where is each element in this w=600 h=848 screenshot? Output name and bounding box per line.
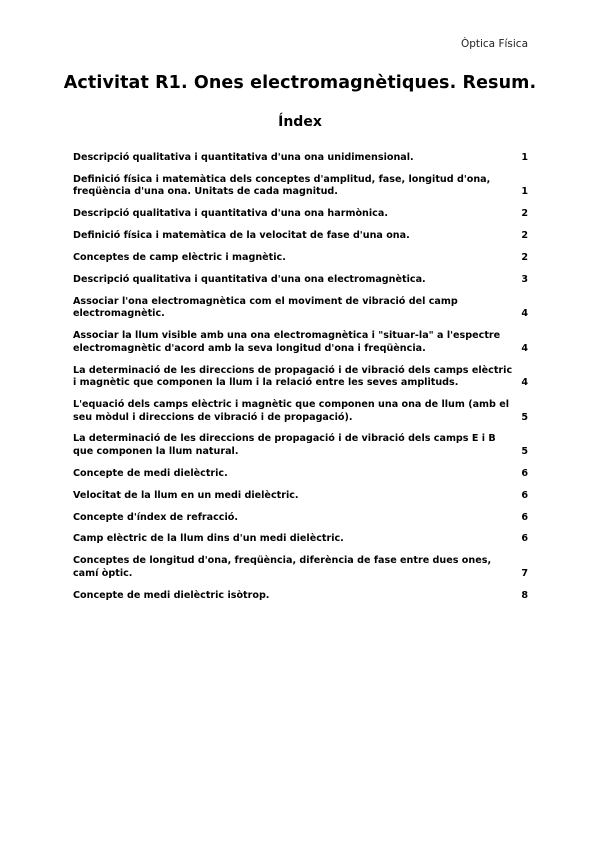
toc-entry[interactable] [73, 152, 528, 165]
toc-entry[interactable] [73, 365, 528, 390]
toc-entry-text[interactable]: La determinació de les direccions de propagació i de vibració dels camps E i B que componen la llum natural. [73, 433, 496, 457]
toc-entry-page[interactable]: 1 [521, 186, 528, 198]
toc-entry-page[interactable]: 7 [521, 567, 528, 579]
toc-entry-text[interactable]: Definició física i matemàtica de la velocitat de fase d'una ona. [73, 230, 410, 242]
toc-entry-text[interactable]: Associar l'ona electromagnètica com el moviment de vibració del camp electromagnètic. [73, 295, 458, 320]
toc-entry[interactable] [73, 533, 528, 546]
toc-entry-text[interactable]: Descripció qualitativa i quantitativa d'una ona unidimensional. [73, 152, 414, 163]
running-header: Òptica Física [460, 38, 528, 50]
toc-entry[interactable] [73, 433, 528, 458]
toc-entry-page[interactable]: 3 [521, 273, 528, 285]
toc-entry-page[interactable]: 5 [521, 411, 528, 423]
toc-entry-page[interactable]: 2 [521, 230, 528, 242]
toc-entry-text[interactable]: Definició física i matemàtica dels conceptes d'amplitud, fase, longitud d'ona, freqüència d'una ona. Unitats de cada magnitud. [73, 173, 491, 198]
toc-entry-text[interactable]: Associar la llum visible amb una ona electromagnètica i "situar-la" a l'espectre electromagnètic d'acord amb la seva longitud d'ona i freqüència. [73, 330, 501, 354]
toc-entry[interactable] [73, 590, 528, 603]
toc-entry[interactable] [73, 490, 528, 503]
toc-entry[interactable] [73, 296, 528, 321]
toc-entry-text[interactable]: L'equació dels camps elèctric i magnètic que componen una ona de llum (amb el seu mòdul i direccions de vibració i de propagació). [73, 399, 510, 423]
toc-entry-page[interactable]: 6 [521, 511, 528, 523]
toc-entry[interactable] [73, 555, 528, 580]
toc-entry-page[interactable]: 8 [521, 589, 528, 601]
toc-entry[interactable] [73, 208, 528, 221]
document-title: Activitat R1. Ones electromagnètiques. Resum. [63, 73, 537, 93]
toc-entry-page[interactable]: 2 [521, 252, 528, 264]
toc-entry[interactable] [73, 330, 528, 355]
table-of-contents [73, 152, 528, 612]
toc-entry-text[interactable]: Descripció qualitativa i quantitativa d'una ona harmònica. [73, 208, 388, 220]
toc-entry[interactable] [73, 230, 528, 243]
toc-entry-text[interactable]: Velocitat de la llum en un medi dielèctric. [73, 489, 299, 501]
toc-entry-text[interactable]: Camp elèctric de la llum dins d'un medi dielèctric. [73, 533, 344, 545]
toc-entry[interactable] [73, 252, 528, 265]
toc-entry[interactable] [73, 512, 528, 525]
toc-entry-text[interactable]: La determinació de les direccions de propagació i de vibració dels camps elèctric i magnètic que componen la llum i la relació entre les seves amplituds. [73, 364, 513, 389]
toc-entry-text[interactable]: Concepte de medi dielèctric isòtrop. [73, 589, 270, 601]
index-heading: Índex [278, 114, 322, 130]
toc-entry-text[interactable]: Conceptes de camp elèctric i magnètic. [73, 252, 286, 264]
toc-entry-page[interactable]: 6 [521, 489, 528, 501]
toc-entry-page[interactable]: 2 [521, 208, 528, 220]
toc-entry-text[interactable]: Concepte de medi dielèctric. [73, 467, 228, 479]
toc-entry-page[interactable]: 5 [521, 445, 528, 457]
toc-entry[interactable] [73, 399, 528, 424]
toc-entry-page[interactable]: 4 [521, 377, 528, 389]
toc-entry-page[interactable]: 4 [521, 342, 528, 354]
toc-entry[interactable] [73, 174, 528, 199]
toc-entry-text[interactable]: Concepte d'índex de refracció. [73, 511, 239, 523]
toc-entry[interactable] [73, 274, 528, 287]
toc-entry-page[interactable]: 6 [521, 533, 528, 545]
toc-entry-text[interactable]: Conceptes de longitud d'ona, freqüència, diferència de fase entre dues ones, camí òptic. [73, 555, 492, 579]
toc-entry-page[interactable]: 6 [521, 467, 528, 479]
toc-entry[interactable] [73, 468, 528, 481]
toc-entry-page[interactable]: 4 [521, 308, 528, 320]
toc-entry-page[interactable]: 1 [521, 152, 528, 163]
toc-entry-text[interactable]: Descripció qualitativa i quantitativa d'una ona electromagnètica. [73, 273, 426, 285]
